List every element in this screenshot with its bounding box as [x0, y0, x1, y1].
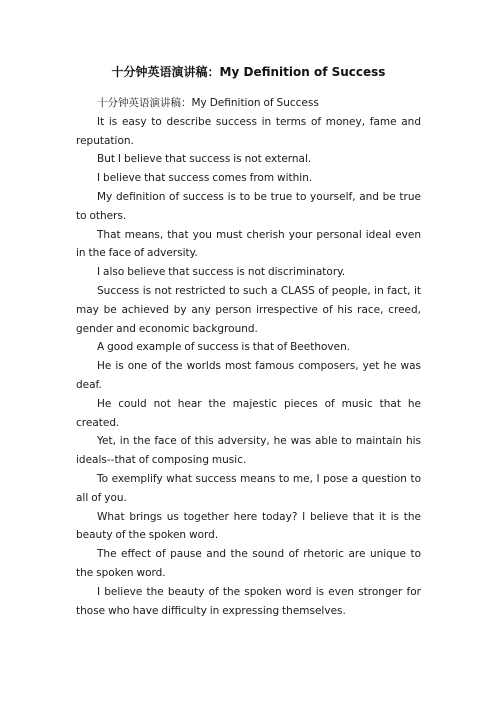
paragraph: But I believe that success is not external.	[97, 153, 312, 166]
paragraph: A good example of success is that of Beethoven.	[97, 341, 351, 354]
paragraph: To exemplify what success means to me, I pose a question to all of you.	[76, 472, 421, 504]
paragraph: I believe the beauty of the spoken word is even stronger for those who have difficulty in expressing themselves.	[76, 585, 421, 617]
paragraph: That means, that you must cherish your personal ideal even in the face of adversity.	[76, 228, 421, 260]
document-page	[76, 0, 421, 620]
document-title: 十分钟英语演讲稿：My Definition of Success	[111, 65, 386, 79]
paragraph: The effect of pause and the sound of rhetoric are unique to the spoken word.	[76, 548, 421, 579]
paragraph: Success is not restricted to such a CLASS of people, in fact, it may be achieved by any person irrespective of his race, creed, gender and economic background.	[76, 284, 421, 335]
paragraph: My definition of success is to be true to yourself, and be true to others.	[76, 190, 421, 222]
paragraph: He could not hear the majestic pieces of music that he created.	[76, 397, 421, 429]
paragraph: Yet, in the face of this adversity, he was able to maintain his ideals--that of composing music.	[76, 435, 421, 467]
paragraph: What brings us together here today? I believe that it is the beauty of the spoken word.	[76, 510, 421, 542]
document-body	[76, 94, 421, 620]
paragraph: I believe that success comes from within.	[97, 172, 313, 185]
paragraph: I also believe that success is not discriminatory.	[97, 266, 346, 279]
paragraph: 十分钟英语演讲稿：My Definition of Success	[97, 97, 319, 109]
paragraph: It is easy to describe success in terms of money, fame and reputation.	[76, 115, 421, 147]
paragraph: He is one of the worlds most famous composers, yet he was deaf.	[76, 360, 421, 391]
